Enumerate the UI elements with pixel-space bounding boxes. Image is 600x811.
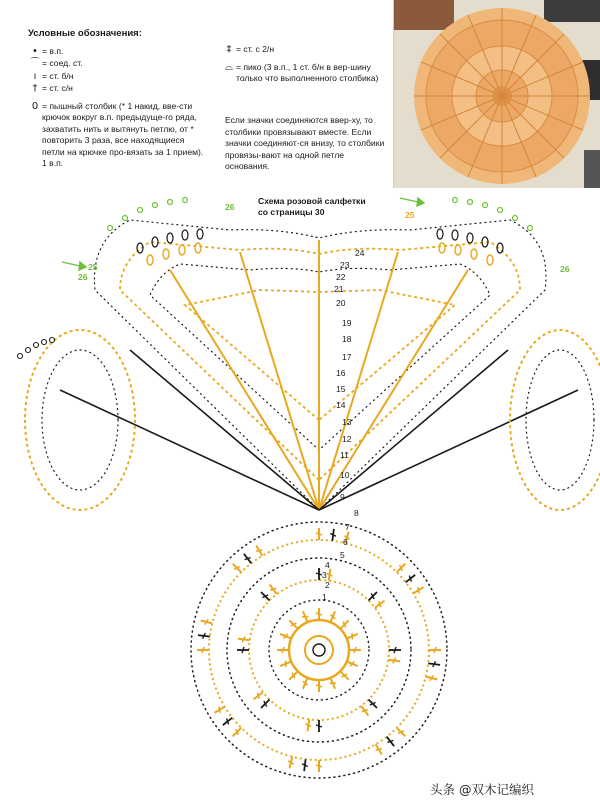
legend-item-chain: [28, 46, 208, 58]
legend-item-slip: [28, 58, 208, 70]
row-number: 13: [342, 417, 352, 427]
row-number: 3: [322, 570, 327, 580]
row-number: 24: [355, 248, 365, 258]
row-number: 6: [343, 537, 348, 547]
row-number: 21: [334, 284, 344, 294]
legend-text: = в.п.: [42, 45, 64, 56]
legend-text: = ст. с 2/н: [236, 44, 275, 54]
picot-icon: ⌓: [225, 61, 233, 73]
row-number: 9: [340, 492, 345, 502]
legend-text: = ст. с/н: [42, 83, 73, 93]
double-crochet-icon: †: [32, 83, 38, 94]
joining-note: Если значки соединяются ввер-ху, то столбики провязывают вместе. Если значки соединяют-ся внизу, то столбики провязы-вают на одной петле основания.: [225, 115, 385, 171]
legend-text: = соед. ст.: [42, 58, 83, 68]
side-label: 26: [560, 264, 570, 274]
side-label: 25: [405, 210, 415, 220]
row-number: 16: [336, 368, 346, 378]
side-label: 25: [88, 262, 98, 272]
treble-crochet-icon: ‡: [226, 44, 232, 55]
row-number: 23: [340, 260, 350, 270]
scheme-title: Схема розовой салфетки со страницы 30: [258, 196, 366, 217]
legend-text: = пышный столбик (* 1 накид, вве-сти крючок вокруг в.п. предыдуще-го ряда, захватить нить и вытянуть петлю, от * повторить 3 раза, все находящиеся петли на крючке про-вязать за 1 прием). 1 в.п.: [42, 100, 204, 168]
legend-item-picot: [222, 62, 382, 85]
row-number: 12: [342, 434, 352, 444]
doily-photo-image: [394, 0, 600, 188]
row-number: 14: [336, 400, 346, 410]
single-crochet-icon: ı: [33, 70, 37, 82]
row-number: 18: [342, 334, 352, 344]
doily-photo: [393, 0, 600, 188]
fan-section: [18, 198, 600, 511]
crochet-diagram: [0, 180, 600, 780]
row-number: 2: [325, 580, 330, 590]
legend-item-puff: [28, 101, 208, 170]
row-number: 5: [340, 550, 345, 560]
side-label: 26: [225, 202, 235, 212]
side-label: 26: [78, 272, 88, 282]
row-numbers: [322, 248, 365, 602]
row-number: 19: [342, 318, 352, 328]
chain-stitch-icon: •: [32, 45, 38, 57]
legend-item-dc: [28, 83, 208, 95]
legend-item-sc: [28, 71, 208, 83]
slip-stitch-icon: ⌒: [30, 58, 40, 69]
row-number: 4: [325, 560, 330, 570]
row-number: 15: [336, 384, 346, 394]
watermark: 头条 @双木记编织: [430, 782, 534, 797]
puff-stitch-icon: 0: [31, 100, 39, 112]
legend-text: = ст. б/н: [42, 70, 74, 81]
legend-title: Условные обозначения:: [28, 28, 142, 39]
row-number: 7: [345, 522, 350, 532]
row-number: 1: [322, 592, 327, 602]
legend: [28, 28, 208, 171]
row-number: 8: [354, 508, 359, 518]
center-medallion: [191, 522, 447, 778]
row-number: 10: [340, 470, 350, 480]
legend-text: = пико (3 в.п., 1 ст. б/н в вер-шину только что выполненного столбика): [236, 61, 379, 83]
legend-item-tr: [222, 44, 382, 56]
row-number: 20: [336, 298, 346, 308]
row-number: 11: [340, 450, 349, 460]
row-number: 17: [342, 352, 352, 362]
legend-secondary: [222, 44, 382, 86]
row-number: 22: [336, 272, 346, 282]
